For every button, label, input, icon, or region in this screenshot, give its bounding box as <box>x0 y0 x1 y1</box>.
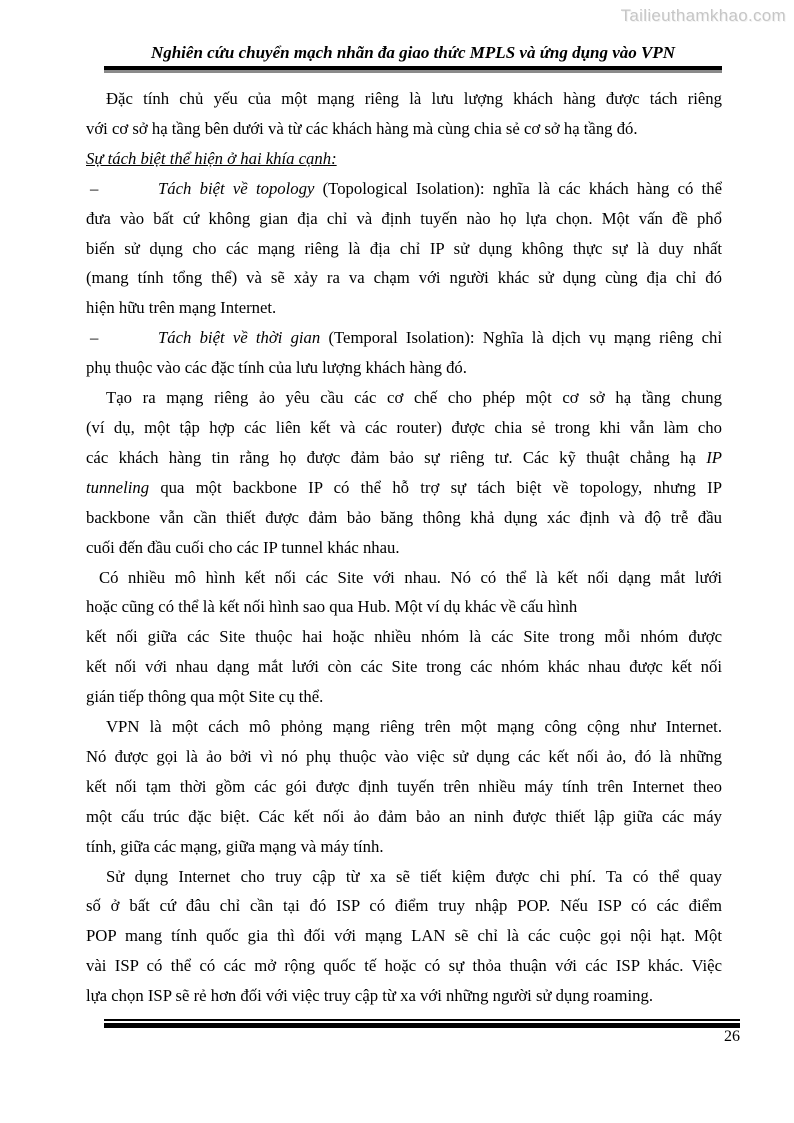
text-line <box>86 891 722 921</box>
text-run: (ví dụ, một tập hợp các liên kết và các router) được chia sẻ trong khi vẫn làm cho <box>86 417 722 437</box>
text-line <box>86 832 722 862</box>
text-run: hiện hữu trên mạng Internet. <box>86 298 277 318</box>
text-run: phụ thuộc vào các đặc tính của lưu lượng khách hàng đó. <box>86 358 467 378</box>
text-run: biến sử dụng cho các mạng riêng là địa chỉ IP sử dụng không thực sự là duy nhất <box>86 238 722 258</box>
text-line <box>86 981 722 1011</box>
emphasis-text: Sự tách biệt thể hiện ở hai khía cạnh: <box>86 148 337 168</box>
text-line <box>86 353 722 383</box>
text-line <box>86 772 722 802</box>
text-run: (mang tính tổng thể) và sẽ xảy ra va chạm với người khác sử dụng cùng địa chỉ đó <box>86 268 722 288</box>
footer-rule <box>104 1019 740 1028</box>
text-line <box>86 383 722 413</box>
text-line <box>86 802 722 832</box>
text-run: cuối đến đầu cuối cho các IP tunnel khác nhau. <box>86 537 400 557</box>
text-line <box>86 503 722 533</box>
emphasis-text: tunneling <box>86 477 150 497</box>
text-line <box>86 921 722 951</box>
text-run: (Topological Isolation): nghĩa là các khách hàng có thể <box>314 178 722 198</box>
text-line <box>86 174 722 204</box>
text-run: Sử dụng Internet cho truy cập từ xa sẽ tiết kiệm được chi phí. Ta có thể quay <box>106 866 722 886</box>
text-line <box>86 204 722 234</box>
text-line <box>86 563 722 593</box>
list-dash: – <box>90 178 99 198</box>
list-dash: – <box>90 328 99 348</box>
page-header-title: Nghiên cứu chuyển mạch nhãn đa giao thức MPLS và ứng dụng vào VPN <box>150 43 676 62</box>
text-run: Có nhiều mô hình kết nối các Site với nhau. Nó có thể là kết nối dạng mắt lưới <box>99 567 722 587</box>
text-line <box>86 323 722 353</box>
emphasis-text: Tách biệt về thời gian <box>158 328 321 348</box>
text-run: đưa vào bất cứ không gian địa chỉ và định tuyến nào họ lựa chọn. Một vấn đề phổ <box>86 208 722 228</box>
text-line <box>86 622 722 652</box>
text-run: số ở bất cứ đâu chỉ cần tại đó ISP có điểm truy nhập POP. Nếu ISP có các điểm <box>86 896 722 916</box>
text-line <box>86 443 722 473</box>
list-item-text <box>158 174 722 204</box>
text-run: vài ISP có thể có các mở rộng quốc tế hoặc có sự thỏa thuận với các ISP khác. Việc <box>86 956 722 976</box>
text-line <box>86 533 722 563</box>
text-line <box>86 682 722 712</box>
text-line <box>86 473 722 503</box>
text-line <box>86 413 722 443</box>
text-line <box>86 712 722 742</box>
text-line <box>86 862 722 892</box>
text-run: POP mang tính quốc gia thì đối với mạng LAN sẽ chỉ là các cuộc gọi nội hạt. Một <box>86 926 722 946</box>
watermark: Tailieuthamkhao.com <box>620 6 786 25</box>
text-line <box>86 592 722 622</box>
text-run: một cấu trúc đặc biệt. Các kết nối ảo đảm bảo an ninh được thiết lập giữa các máy <box>86 806 722 826</box>
text-run: Tạo ra mạng riêng ảo yêu cầu các cơ chế cho phép một cơ sở hạ tầng chung <box>106 388 722 408</box>
text-line <box>86 263 722 293</box>
text-line <box>86 84 722 114</box>
text-line <box>86 293 722 323</box>
header-rule <box>104 66 722 73</box>
list-item-text <box>158 323 722 353</box>
text-run: backbone vẫn cần thiết được đảm bảo băng thông khả dụng xác định và độ trễ đầu <box>86 507 722 527</box>
text-run: kết nối giữa các Site thuộc hai hoặc nhiều nhóm là các Site trong mỗi nhóm được <box>86 627 722 647</box>
text-line <box>86 234 722 264</box>
text-line <box>86 951 722 981</box>
text-run: tính, giữa các mạng, giữa mạng và máy tính. <box>86 836 384 856</box>
text-run: lựa chọn ISP sẽ rẻ hơn đối với việc truy cập từ xa với những người sử dụng roaming. <box>86 986 653 1006</box>
page-number: 26 <box>724 1028 740 1045</box>
emphasis-text: IP <box>706 447 722 467</box>
text-line <box>86 652 722 682</box>
text-run: với cơ sở hạ tầng bên dưới và từ các khách hàng mà cùng chia sẻ cơ sở hạ tầng đó. <box>86 118 638 138</box>
text-run: Nó được gọi là ảo bởi vì nó phụ thuộc vào việc sử dụng các kết nối ảo, đó là những <box>86 746 722 766</box>
text-line <box>86 114 722 144</box>
emphasis-text: Tách biệt về topology <box>158 178 315 198</box>
text-run: (Temporal Isolation): Nghĩa là dịch vụ mạng riêng chỉ <box>320 328 722 348</box>
body-text <box>86 84 722 1011</box>
text-run: các khách hàng tin rằng họ được đảm bảo sự riêng tư. Các kỹ thuật chẳng hạ <box>86 447 707 467</box>
text-run: gián tiếp thông qua một Site cụ thể. <box>86 687 324 707</box>
text-line <box>86 742 722 772</box>
text-line <box>86 144 722 174</box>
text-run: kết nối với nhau dạng mắt lưới còn các Site trong các nhóm khác nhau được kết nối <box>86 657 722 677</box>
text-run: hoặc cũng có thể là kết nối hình sao qua Hub. Một ví dụ khác về cấu hình <box>86 597 578 617</box>
text-run: kết nối tạm thời gồm các gói được định tuyến trên nhiều máy tính trên Internet theo <box>86 776 722 796</box>
text-run: VPN là một cách mô phỏng mạng riêng trên một mạng công cộng như Internet. <box>106 717 722 737</box>
text-run: qua một backbone IP có thể hỗ trợ sự tách biệt về topology, nhưng IP <box>149 477 722 497</box>
text-run: Đặc tính chủ yếu của một mạng riêng là lưu lượng khách hàng được tách riêng <box>106 89 722 108</box>
